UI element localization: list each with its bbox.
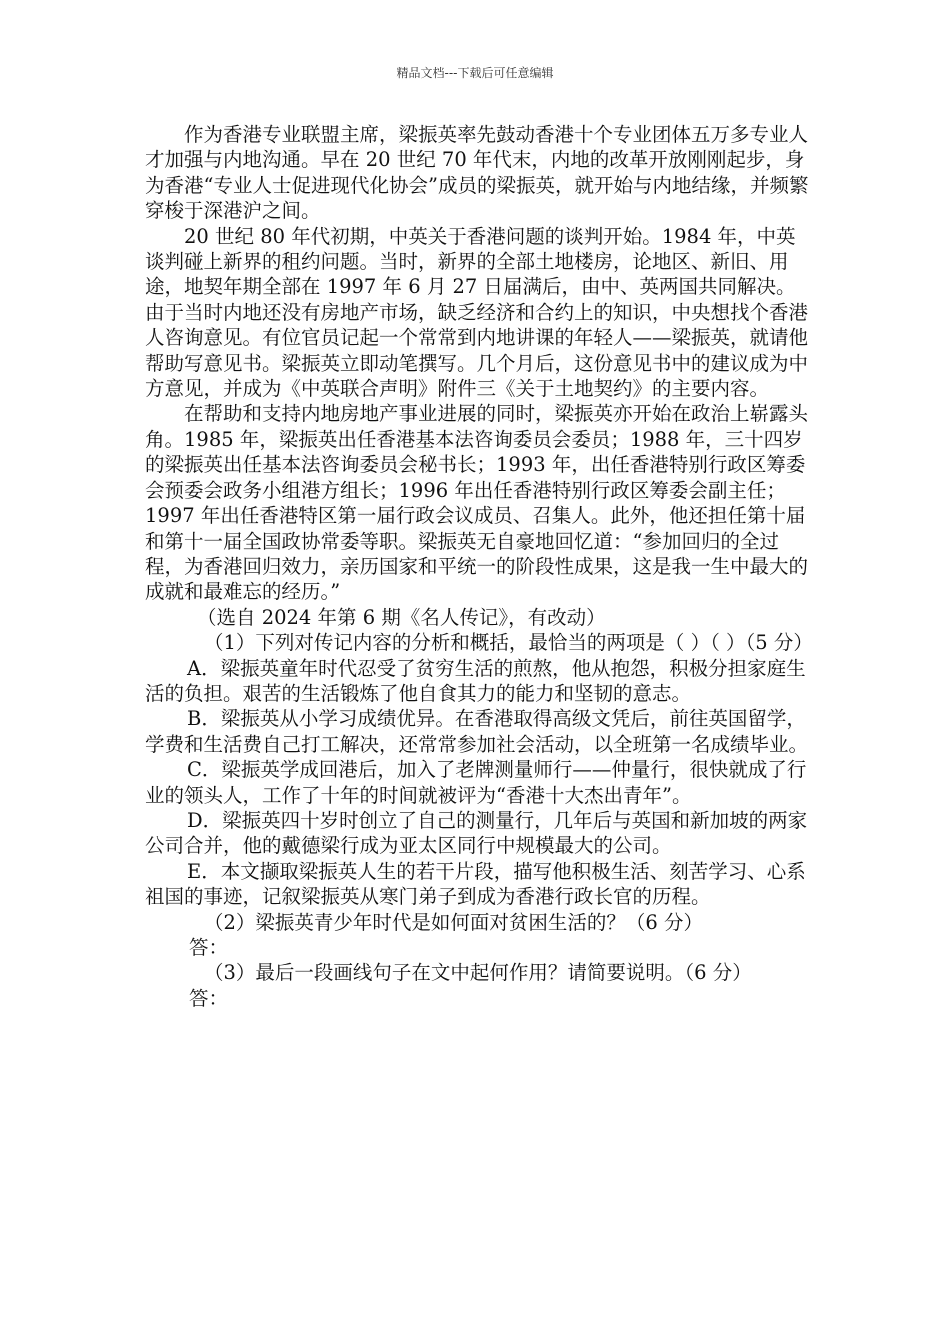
option-a: A．梁振英童年时代忍受了贫穷生活的煎熬，他从抱怨，积极分担家庭生活的负担。艰苦的生活锻炼了他自食其力的能力和坚韧的意志。 — [145, 656, 806, 705]
question-3: （3）最后一段画线句子在文中起何作用？请简要说明。（6 分） — [204, 961, 752, 985]
answer-label-3: 答： — [189, 986, 229, 1010]
option-c: C．梁振英学成回港后，加入了老牌测量师行——仲量行，很快就成了行业的领头人，工作了十年的时间就被评为“香港十大杰出青年”。 — [145, 758, 807, 807]
option-e: E．本文撷取梁振英人生的若干片段，描写他积极生活、刻苦学习、心系祖国的事迹，记叙梁振英从寒门弟子到成为香港行政长官的历程。 — [145, 859, 806, 909]
paragraph-2: 20 世纪 80 年代初期，中英关于香港问题的谈判开始。1984 年，中英谈判碰上新界的租约问题。当时，新界的全部土地楼房，论地区、新旧、用途，地契年期全部在 1997 年 6 月 27 日届满后，由中、英两国共同解决。由于当时内地还没有房地产市场，缺乏经济和合约上的知识，中央想找个香港人咨询意见。有位官员记起一个常常到内地讲课的年轻人——梁振英，就请他帮助写意见书。梁振英立即动笔撰写。几个月后，这份意见书中的建议成为中方意见，并成为《中英联合声明》附件三《关于土地契约》的主要内容。 — [145, 224, 809, 401]
answer-label-2: 答： — [189, 936, 229, 959]
question-1: （1）下列对传记内容的分析和概括，最恰当的两项是（ ）（ ）（5 分） — [204, 631, 813, 655]
document-body — [145, 122, 813, 1011]
option-b: B．梁振英从小学习成绩优异。在香港取得高级文凭后，前往英国留学，学费和生活费自己打工解决，还常常参加社会活动，以全班第一名成绩毕业。 — [145, 707, 809, 756]
paragraph-3: 在帮助和支持内地房地产事业进展的同时，梁振英亦开始在政治上崭露头角。1985 年，梁振英出任香港基本法咨询委员会委员；1988 年，三十四岁的梁振英出任基本法咨询委员会秘书长；1993 年，出任香港特别行政区筹委会预委会政务小组港方组长；1996 年出任香港特别行政区筹委会副主任；1997 年出任香港特区第一届行政会议成员、召集人。此外，他还担任第十届和第十一届全国政协常委等职。梁振英无自豪地回忆道：“参加回归的全过程，为香港回归效力，亲历国家和平统一的阶段性成果，这是我一生中最大的成就和最难忘的经历。” — [145, 402, 809, 604]
source-note: （选自 2024 年第 6 期《名人传记》，有改动） — [197, 605, 606, 629]
paragraph-1: 作为香港专业联盟主席，梁振英率先鼓动香港十个专业团体五万多专业人才加强与内地沟通。早在 20 世纪 70 年代末，内地的改革开放刚刚起步，身为香港“专业人士促进现代化协会”成员的梁振英，就开始与内地结缘，并频繁穿梭于深港沪之间。 — [145, 123, 809, 223]
option-d: D．梁振英四十岁时创立了自己的测量行，几年后与英国和新加坡的两家公司合并，他的戴德梁行成为亚太区同行中规模最大的公司。 — [145, 808, 808, 858]
question-2: （2）梁振英青少年时代是如何面对贫困生活的？（6 分） — [204, 910, 704, 934]
page-header: 精品文档---下载后可任意编辑 — [396, 66, 554, 80]
